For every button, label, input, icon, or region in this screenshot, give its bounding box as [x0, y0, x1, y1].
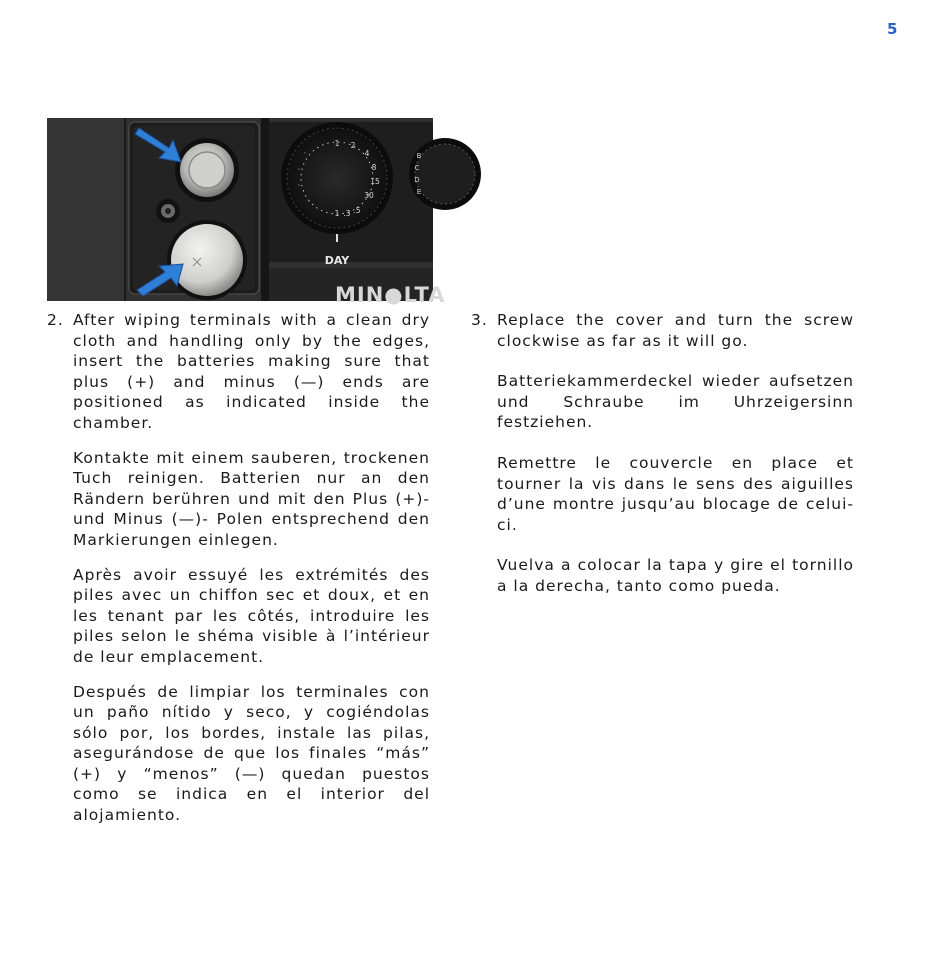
step-number: 2. [47, 311, 64, 329]
svg-text:4: 4 [364, 149, 370, 158]
instruction-english: After wiping terminals with a clean dry cloth and handling only by the edges, insert the batteries making sure that plus (+) and minus (—) ends are positioned as indicated inside the chamber. [73, 311, 430, 432]
svg-text:2: 2 [350, 141, 356, 150]
svg-text:1: 1 [334, 209, 340, 218]
svg-text:·: · [303, 149, 307, 158]
svg-text:.3: .3 [343, 209, 351, 218]
svg-text:30: 30 [364, 191, 374, 200]
page-number: 5 [887, 20, 898, 38]
svg-text:·: · [297, 165, 301, 174]
instruction-french: Remettre le couvercle en place et tourner la vis dans le sens des aiguilles d’une montre jusqu’au blocage de celui-ci. [497, 453, 854, 534]
svg-text:C: C [414, 164, 420, 172]
day-label: DAY [324, 254, 350, 267]
camera-battery-photo [47, 118, 446, 307]
svg-text:D: D [414, 176, 420, 184]
instruction-german: Kontakte mit einem sauberen, trockenen Tuch reinigen. Batterien nur an den Rändern berühren und mit den Plus (+)- und Minus (—)- Polen entsprechend den Markierungen einlegen. [73, 448, 430, 549]
instruction-french: Après avoir essuyé les extrémités des piles avec un chiffon sec et doux, et en les tenant par les côtés, introduire les piles selon le shéma visible à l’intérieur de leur emplacement. [73, 565, 430, 666]
svg-text:1: 1 [334, 139, 340, 148]
instruction-spanish: Vuelva a colocar la tapa y gire el tornillo a la derecha, tanto como pueda. [497, 556, 854, 595]
step-3 [471, 310, 854, 597]
step-number: 3. [471, 311, 488, 329]
instruction-spanish: Después de limpiar los terminales con un paño nítido y seco, y cogiéndolas sólo por, los bordes, instale las pilas, asegurándose de que los finales “más” (+) y “menos” (—) quedan puestos como se indica en el interior del alojamiento. [73, 682, 430, 825]
instruction-english: Replace the cover and turn the screw clockwise as far as it will go. [497, 311, 854, 350]
svg-text:·: · [297, 181, 301, 190]
svg-text:8: 8 [371, 163, 377, 172]
step-2 [47, 310, 430, 826]
svg-text:.5: .5 [353, 206, 361, 215]
instruction-german: Batteriekammerdeckel wieder aufsetzen und Schraube im Uhrzeigersinn festziehen. [497, 372, 854, 432]
svg-text:15: 15 [370, 177, 380, 186]
svg-text:·: · [307, 197, 311, 206]
svg-text:B: B [416, 152, 422, 160]
svg-text:E: E [416, 188, 422, 196]
brand-text: MIN●LTA [335, 283, 446, 307]
